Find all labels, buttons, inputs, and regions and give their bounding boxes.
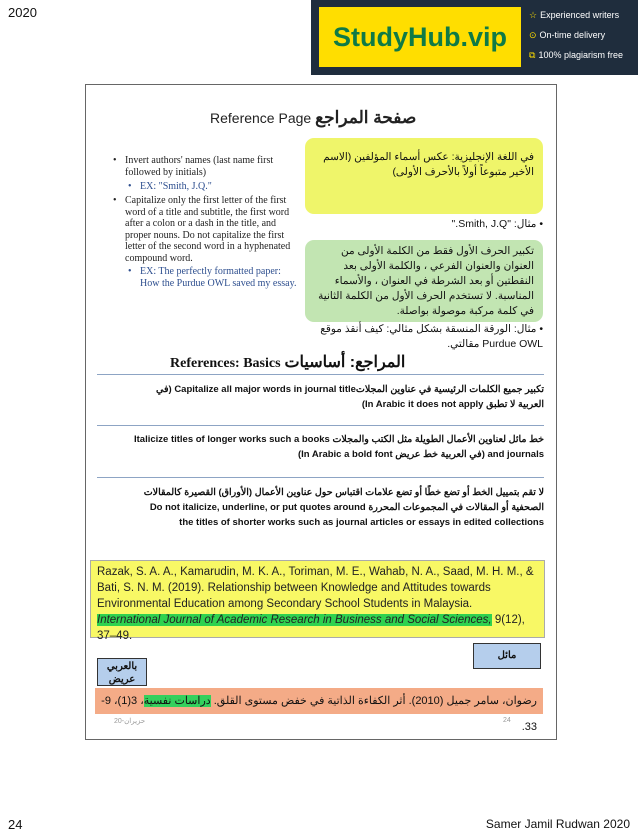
ad-bullet: ⊙ On-time delivery bbox=[529, 30, 606, 40]
slide-title bbox=[210, 108, 416, 128]
rule-no-italic-short: لا تقم بتمييل الخط أو تضع خطًا أو تضع علامات اقتباس حول عناوين الأعمال (الأوراق) القصيرة كالمقالات الصحفية أو المقالات في المجموعات المحررة Do not italicize, underline, or put quotes around the titles of shorter works such as journal articles or essays in edited collections bbox=[143, 487, 544, 528]
bullet-example-smith: • EX: "Smith, J.Q." bbox=[128, 181, 212, 192]
studyhub-ad-banner[interactable] bbox=[311, 0, 638, 75]
studyhub-logo[interactable]: StudyHub.vip bbox=[319, 7, 521, 67]
example-title-ar: • مثال: الورقة المنسقة بشكل مثالي: كيف أنقذ موقع Purdue OWL مقالتي. bbox=[320, 323, 543, 350]
title-en: Reference Page bbox=[210, 110, 312, 126]
year-label: 2020 bbox=[8, 5, 37, 20]
ad-bullet: ☆ Experienced writers bbox=[529, 10, 620, 20]
label-arabic-bold: بالعربي عريض bbox=[97, 658, 147, 686]
divider bbox=[97, 477, 544, 478]
page-number: 24 bbox=[8, 817, 23, 832]
note-invert-names: في اللغة الإنجليزية: عكس أسماء المؤلفين (الاسم الأخير متبوعاً أولاً بالأحرف الأولى) bbox=[305, 138, 543, 214]
author-credit: Samer Jamil Rudwan 2020 bbox=[485, 817, 630, 831]
rule-italicize-long: خط مائل لعناوين الأعمال الطويلة مثل الكتب والمجلات Italicize titles of longer works such a books and journals (في العربية خط عريض In Arabic a bold font) bbox=[133, 434, 544, 460]
bullet-example-title: • EX: The perfectly formatted paper: How the Purdue OWL saved my essay. bbox=[128, 266, 297, 289]
slide-date: حزيران-20 bbox=[114, 718, 146, 725]
ar-journal-highlight: دراسات نفسية bbox=[143, 695, 211, 707]
rule-capitalize-journal: تكبير جميع الكلمات الرئيسية في عناوين المجلاتCapitalize all major words in journal title (في العربية لا تطبق In Arabic it does not apply) bbox=[156, 384, 544, 410]
bullet-invert-names: • Invert authors' names (last name first followed by initials) bbox=[113, 155, 274, 178]
label-italic: مائل bbox=[473, 643, 541, 669]
journal-highlight: International Journal of Academic Research in Business and Social Sciences, bbox=[97, 614, 492, 626]
slide-number: 24 bbox=[503, 717, 511, 724]
star-icon: ☆ bbox=[529, 10, 538, 20]
divider bbox=[97, 374, 544, 375]
bullet-capitalize: • Capitalize only the first letter of the first word of a title and subtitle, the first word after a colon or a dash in the title, and proper nouns. Do not capitalize the first letter of the second word in a hyphenated compound word. bbox=[113, 195, 291, 264]
divider bbox=[97, 425, 544, 426]
example-smith-ar: • مثال: "Smith, J.Q." bbox=[451, 218, 543, 230]
clock-icon: ⊙ bbox=[529, 30, 537, 40]
citation-example-en: Razak, S. A. A., Kamarudin, M. K. A., Toriman, M. E., Wahab, N. A., Saad, M. H. M., & Bati, S. N. M. (2019). Relationship between Knowledge and Attitudes towards Environmental Education among Secondary School Students in Malaysia. International Journal of Academic Research in Business and Social Sciences, 9(12), 37–49. bbox=[90, 560, 545, 638]
title-ar: صفحة المراجع bbox=[315, 108, 417, 127]
note-capitalize: تكبير الحرف الأول فقط من الكلمة الأولى من العنوان والعنوان الفرعي ، والكلمة الأولى بعد النقطتين أو بعد الشرطة في العنوان ، والأسماء المناسبة. لا تستخدم الحرف الأول من الكلمة الثانية في كلمة مركبة موصولة بواصلة. bbox=[305, 240, 543, 322]
ad-bullet: ⧉ 100% plagiarism free bbox=[529, 50, 623, 60]
citation-example-ar: رضوان، سامر جميل (2010). أثر الكفاءة الذاتية في خفض مستوى القلق. دراسات نفسية، 3(1)، 9-33. bbox=[95, 688, 543, 714]
copy-icon: ⧉ bbox=[529, 50, 536, 60]
basics-heading: References: Basics المراجع: أساسيات bbox=[170, 354, 406, 371]
